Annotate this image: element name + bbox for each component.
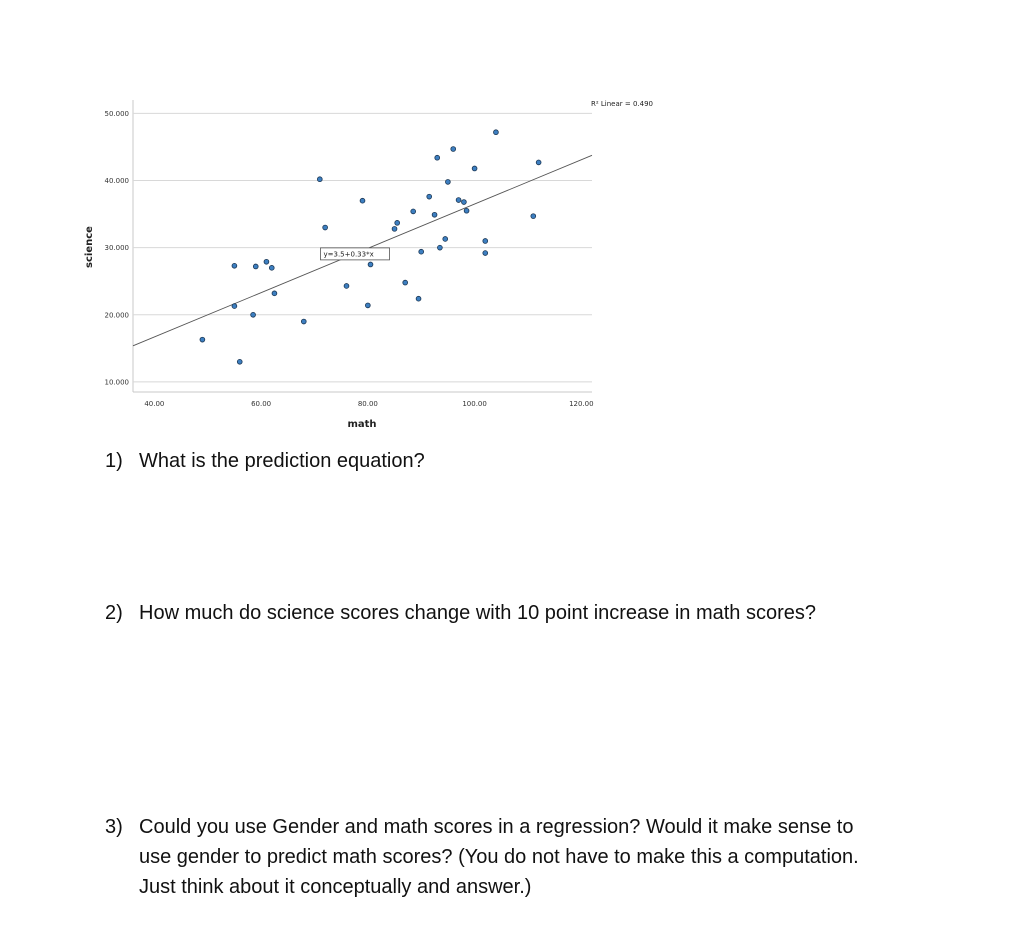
question-3-line-1: Could you use Gender and math scores in a regression? Would it make sense to	[139, 816, 854, 838]
question-3-line-3: Just think about it conceptually and answer.)	[139, 876, 532, 898]
y-tick-label: 40.000	[104, 177, 129, 186]
data-point	[403, 280, 408, 285]
data-point	[462, 200, 467, 205]
question-3-number: 3)	[105, 816, 123, 838]
data-point	[435, 155, 440, 160]
x-tick-label: 120.00	[569, 400, 594, 408]
data-point	[272, 291, 277, 296]
data-point	[411, 209, 416, 214]
x-tick-labels	[144, 400, 593, 408]
x-tick-label: 80.00	[357, 400, 378, 408]
x-tick-label: 60.00	[251, 400, 272, 408]
data-point	[395, 220, 400, 225]
data-point	[445, 179, 450, 184]
data-point	[416, 296, 421, 301]
data-point	[360, 198, 365, 203]
question-1-number: 1)	[105, 450, 123, 472]
data-point	[232, 263, 237, 268]
x-tick-label: 100.00	[462, 400, 487, 408]
data-point	[427, 194, 432, 199]
data-point	[483, 251, 488, 256]
data-point	[472, 166, 477, 171]
y-tick-labels	[105, 110, 130, 387]
data-point	[365, 303, 370, 308]
question-3	[105, 812, 859, 902]
data-point	[251, 312, 256, 317]
data-point	[419, 249, 424, 254]
data-point	[443, 237, 448, 242]
x-axis-label: math	[347, 419, 377, 430]
data-point	[531, 214, 536, 219]
data-point	[451, 147, 456, 152]
x-tick-label: 40.00	[144, 400, 165, 408]
question-2-text: How much do science scores change with 10 point increase in math scores?	[139, 602, 817, 624]
data-point	[536, 160, 541, 165]
y-tick-label: 50.000	[104, 109, 129, 118]
y-tick-label: 20.000	[104, 311, 129, 320]
y-tick-label: 10.000	[104, 378, 129, 387]
data-point	[237, 359, 242, 364]
data-point	[368, 262, 373, 267]
data-point	[253, 264, 258, 269]
data-point	[317, 177, 322, 182]
data-point	[301, 319, 306, 324]
data-point	[456, 198, 461, 203]
question-1-text: What is the prediction equation?	[139, 450, 425, 472]
y-tick-label: 30.000	[104, 244, 129, 253]
equation-label: y=3.5+0.33*x	[323, 250, 374, 259]
question-2	[105, 598, 816, 628]
data-point	[264, 259, 269, 264]
data-point	[483, 239, 488, 244]
data-point	[494, 130, 499, 135]
data-point	[232, 304, 237, 309]
r2-label: R² Linear = 0.490	[591, 100, 654, 108]
scatter-chart	[0, 0, 1024, 440]
data-point	[437, 245, 442, 250]
question-2-number: 2)	[105, 602, 123, 624]
question-1	[105, 446, 425, 476]
data-point	[269, 265, 274, 270]
y-axis-label: science	[84, 226, 95, 268]
data-point	[344, 284, 349, 289]
data-point	[392, 226, 397, 231]
data-point	[323, 225, 328, 230]
data-point	[464, 208, 469, 213]
question-3-line-2: use gender to predict math scores? (You do not have to make this a computation.	[139, 846, 859, 868]
data-point	[432, 212, 437, 217]
data-point	[200, 337, 205, 342]
